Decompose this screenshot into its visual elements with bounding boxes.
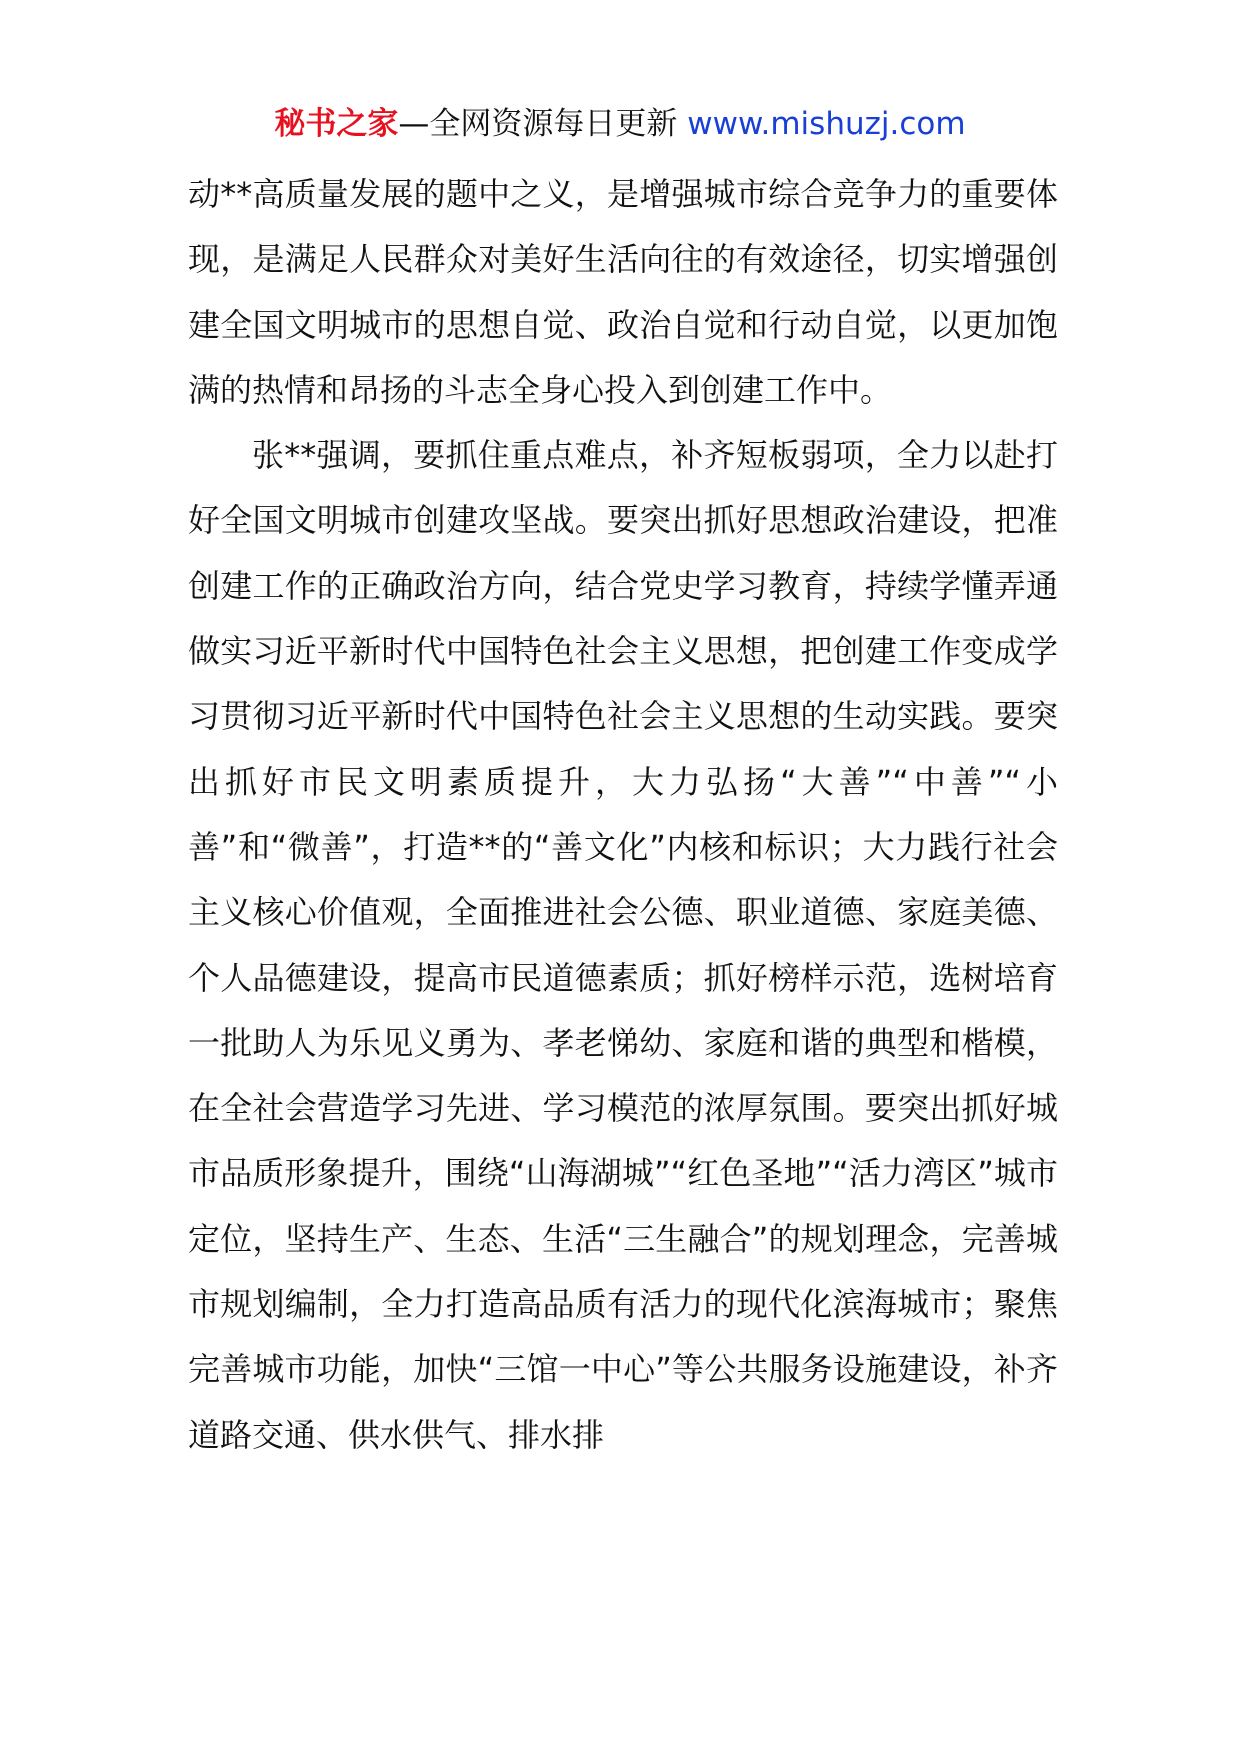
site-watermark-header xyxy=(0,98,1240,150)
site-brand: 秘书之家 xyxy=(274,106,399,142)
document-body xyxy=(188,162,1058,1468)
site-tagline: —全网资源每日更新 xyxy=(398,106,688,142)
paragraph-zhang-remarks: 张**强调，要抓住重点难点，补齐短板弱项，全力以赴打好全国文明城市创建攻坚战。要突出抓好思想政治建设，把准创建工作的正确政治方向，结合党史学习教育，持续学懂弄通做实习近平新时代中国特色社会主义思想，把创建工作变成学习贯彻习近平新时代中国特色社会主义思想的生动实践。要突出抓好市民文明素质提升，大力弘扬“大善”“中善”“小善”和“微善”，打造**的“善文化”内核和标识；大力践行社会主义核心价值观，全面推进社会公德、职业道德、家庭美德、个人品德建设，提高市民道德素质；抓好榜样示范，选树培育一批助人为乐见义勇为、孝老悌幼、家庭和谐的典型和楷模，在全社会营造学习先进、学习模范的浓厚氛围。要突出抓好城市品质形象提升，围绕“山海湖城”“红色圣地”“活力湾区”城市定位，坚持生产、生态、生活“三生融合”的规划理念，完善城市规划编制，全力打造高品质有活力的现代化滨海城市；聚焦完善城市功能，加快“三馆一中心”等公共服务设施建设，补齐道路交通、供水供气、排水排 xyxy=(188,436,1058,1454)
site-url: www.mishuzj.com xyxy=(687,106,966,142)
paragraph-continued: 动**高质量发展的题中之义，是增强城市综合竞争力的重要体现，是满足人民群众对美好生活向往的有效途径，切实增强创建全国文明城市的思想自觉、政治自觉和行动自觉，以更加饱满的热情和昂扬的斗志全身心投入到创建工作中。 xyxy=(188,175,1058,409)
